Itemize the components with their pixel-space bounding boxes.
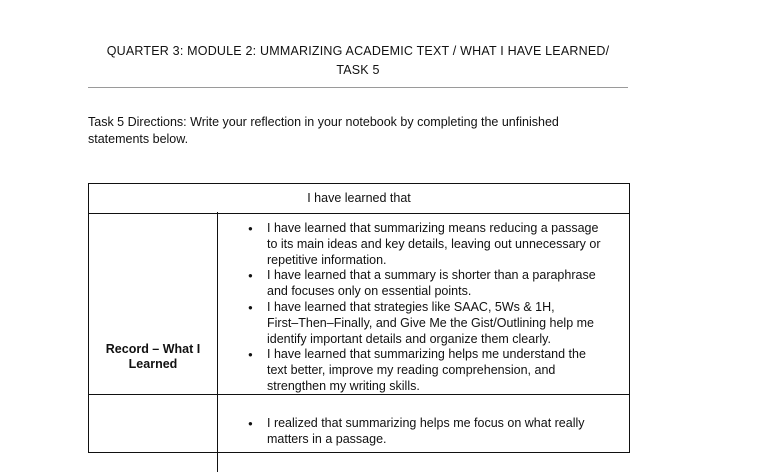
list-item: ● I have learned that summarizing helps me understand the text better, improve my reading comprehension, and strengthen my writing skills. xyxy=(239,347,621,394)
realized-bullet-list xyxy=(239,416,621,448)
table-heading: I have learned that xyxy=(89,184,629,214)
row-label-line-1: Record – What I xyxy=(105,342,201,356)
row-label-record-what-i-learned xyxy=(89,342,217,372)
document-title xyxy=(88,42,628,80)
row-label-line-2: Learned xyxy=(128,357,178,371)
list-item: ● I have learned that strategies like SAAC, 5Ws & 1H, First–Then–Finally, and Give Me the Gist/Outlining help me identify important details and organize them clearly. xyxy=(239,300,621,347)
list-item: ● I realized that summarizing helps me focus on what really matters in a passage. xyxy=(239,416,621,448)
title-line-2: TASK 5 xyxy=(336,63,380,77)
column-divider xyxy=(217,212,218,472)
list-item: ● I have learned that a summary is shorter than a paraphrase and focuses only on essential points. xyxy=(239,268,621,300)
learned-bullet-list xyxy=(239,221,621,395)
list-item: ● I have learned that summarizing means reducing a passage to its main ideas and key details, leaving out unnecessary or repetitive information. xyxy=(239,221,621,268)
directions-line-1: Task 5 Directions: Write your reflection in your notebook by completing the unfinished xyxy=(88,115,559,129)
title-line-1: QUARTER 3: MODULE 2: UMMARIZING ACADEMIC TEXT / WHAT I HAVE LEARNED/ xyxy=(106,44,610,58)
directions-line-2: statements below. xyxy=(88,132,189,146)
reflection-table xyxy=(88,183,630,453)
title-divider xyxy=(88,87,628,88)
task-directions xyxy=(88,114,618,148)
